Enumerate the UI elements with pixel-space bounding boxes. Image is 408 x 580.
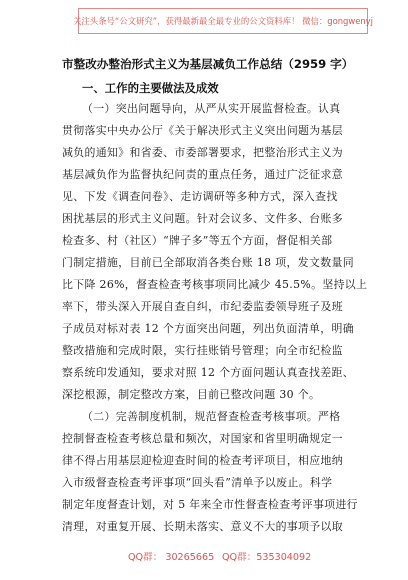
body-line: 减负的通知》和省委、市委部署要求，把整治形式主义为 [62, 146, 344, 159]
footer-qq-group-2: QQ群：535304092 [222, 552, 312, 563]
body-line: 整改措施和完成时限，实行挂账销号管理；向全市纪检监 [62, 344, 344, 357]
body-line: 察系统印发通知，要求对照 12 个方面问题认真查找差距、 [62, 366, 354, 379]
document-title: 市整改办整治形式主义为基层减负工作总结（2959 字） [62, 57, 354, 71]
body-line: 制定年度督查计划，对 5 年来全市性督查检查考评事项进行 [62, 498, 358, 511]
body-line: 率下，带头深入开展自查自纠，市纪委监委领导班子及班 [62, 300, 344, 313]
body-line: 深挖根源，制定整改方案，目前已整改问题 30 个。 [62, 388, 321, 401]
promo-banner-text: 关注头条号“公文研究”，获得最新最全最专业的公文资料库！ 微信：gongwenyj [73, 16, 373, 26]
promo-banner [73, 8, 373, 34]
body-line: 门制定措施，目前已全部取消各类台账 18 项，发文数量同 [62, 256, 354, 269]
body-line: 基层减负作为监督执纪问责的重点任务，通过广泛征求意 [62, 168, 344, 181]
footer-qq-group-1: QQ群： 30265665 [128, 552, 215, 563]
body-line: 贯彻落实中央办公厅《关于解决形式主义突出问题为基层 [62, 124, 344, 137]
body-line: 见、下发《调查问卷》、走访调研等多种方式，深入查找 [62, 190, 338, 203]
body-line: 检查多、村（社区）“牌子多”等五个方面，督促相关部 [62, 234, 333, 247]
body-line: （一）突出问题导向，从严从实开展监督检查。认真 [82, 102, 341, 115]
footer [0, 549, 408, 571]
body-line: 入市级督查检查考评事项“回头看”清单予以废止。科学 [62, 476, 333, 489]
body-line: 困扰基层的形式主义问题。针对会议多、文件多、台账多 [62, 212, 344, 225]
body-line: 比下降 26%，督查检查考核事项同比减少 45.5%。坚持以上 [62, 278, 368, 291]
body-line: 控制督查检查考核总量和频次，对国家和省里明确规定一 [62, 432, 344, 445]
section-heading: 一、工作的主要做法及成效 [82, 81, 219, 95]
body-line: 子成员对标对表 12 个方面突出问题，列出负面清单，明确 [62, 322, 354, 335]
body-line: （二）完善制度机制，规范督查检查考核事项。严格 [82, 410, 341, 423]
body-line: 清理，对重复开展、长期未落实、意义不大的事项予以取 [62, 520, 344, 533]
body-line: 律不得占用基层迎检迎查时间的检查考评项目，相应地纳 [62, 454, 344, 467]
